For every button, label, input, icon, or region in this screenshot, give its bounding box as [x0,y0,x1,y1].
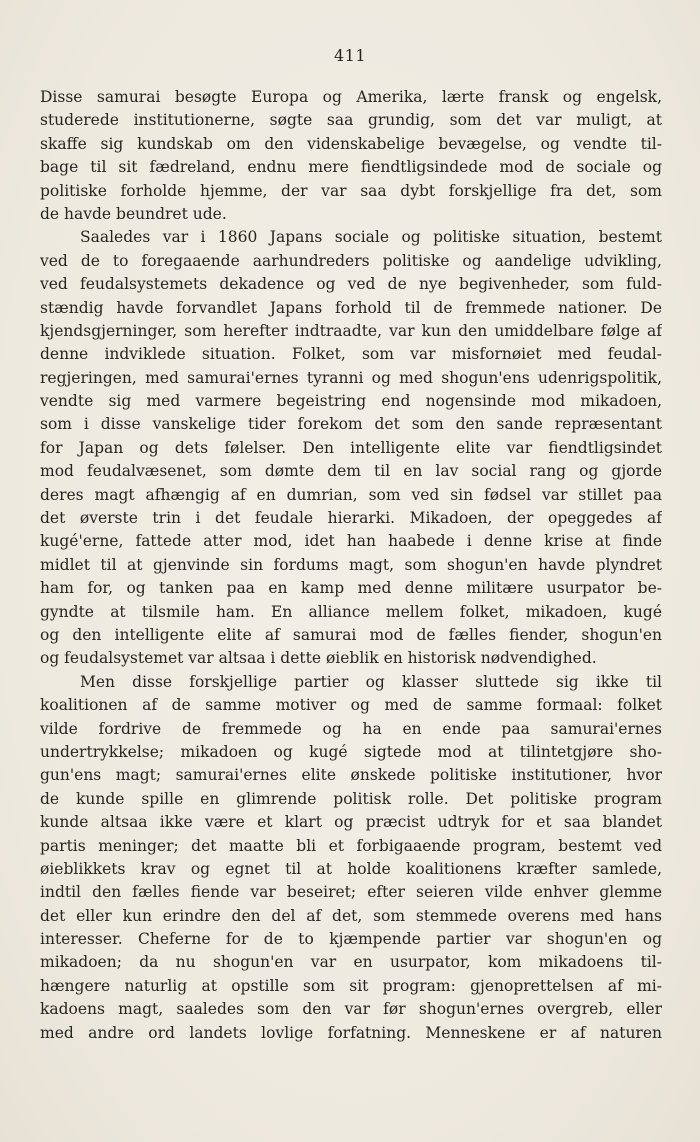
text-line: ham for, og tanken paa en kamp med denne militære usurpator be- [40,579,662,598]
text-line: partis meninger; det maatte bli et forbigaaende program, bestemt ved [40,836,662,855]
text-line: ved feudalsystemets dekadence og ved de nye begivenheder, som fuld- [40,275,662,294]
text-line: mikadoen; da nu shogun'en var en usurpator, kom mikadoens til- [40,953,662,972]
text-line: Disse samurai besøgte Europa og Amerika, lærte fransk og engelsk, [40,88,662,106]
text-line: gyndte at tilsmile ham. En alliance mellem folket, mikadoen, kugé [40,602,662,621]
text-line: vendte sig med varmere begeistring end nogensinde mod mikadoen, [40,392,662,411]
text-line: regjeringen, med samurai'ernes tyranni og med shogun'ens udenrigspolitik, [40,368,662,387]
text-line: stændig havde forvandlet Japans forhold til de fremmede nationer. De [40,298,662,317]
text-line: kunde altsaa ikke være et klart og præcist udtryk for et saa blandet [40,813,662,832]
page-number: 411 [333,46,367,65]
text-line: kadoens magt, saaledes som den var før shogun'ernes overgreb, eller [40,1000,662,1019]
text-line: deres magt afhængig af en dumrian, som ved sin fødsel var stillet paa [40,485,662,504]
text-line: studerede institutionerne, søgte saa grundig, som det var muligt, at [40,111,662,130]
text-line: kjendsgjerninger, som herefter indtraadte, var kun den umiddelbare følge af [40,321,662,340]
text-line: midlet til at gjenvinde sin fordums magt, som shogun'en havde plyndret [40,555,662,574]
text-line: de kunde spille en glimrende politisk rolle. Det politiske program [40,789,662,808]
body-text [40,86,662,1045]
text-line: ved de to foregaaende aarhundreders politiske og aandelige udvikling, [40,251,662,270]
text-line: og den intelligente elite af samurai mod de fælles fiender, shogun'en [40,625,662,644]
text-line: bage til sit fædreland, endnu mere fiendtligsindede mod de sociale og [40,158,662,177]
text-line: undertrykkelse; mikadoen og kugé sigtede mod at tilintetgjøre sho- [40,742,662,761]
text-line: Men disse forskjellige partier og klasser sluttede sig ikke til [80,672,662,691]
text-line: denne indviklede situation. Folket, som var misfornøiet med feudal- [40,345,662,364]
text-line: skaffe sig kundskab om den videnskabelige bevægelse, og vendte til- [40,134,662,153]
text-line: øieblikkets krav og egnet til at holde koalitionens kræfter samlede, [40,859,662,878]
text-line: det øverste trin i det feudale hierarki. Mikadoen, der opeggedes af [40,509,662,528]
text-line: gun'ens magt; samurai'ernes elite ønskede politiske institutioner, hvor [40,766,662,785]
text-line: med andre ord landets lovlige forfatning. Menneskene er af naturen [40,1023,662,1042]
text-line: vilde fordrive de fremmede og ha en ende paa samurai'ernes [40,719,662,738]
text-line: det eller kun erindre den del af det, som stemmede overens med hans [40,906,662,925]
text-line: hængere naturlig at opstille som sit program: gjenoprettelsen af mi- [40,976,662,995]
text-line: mod feudalvæsenet, som dømte dem til en lav social rang og gjorde [40,462,662,481]
text-line: som i disse vanskelige tider forekom det som den sande repræsentant [40,415,662,434]
text-line: koalitionen af de samme motiver og med de samme formaal: folket [40,696,662,715]
text-line: politiske forholde hjemme, der var saa dybt forskjellige fra det, som [40,181,662,200]
text-line: kugé'erne, fattede atter mod, idet han haabede i denne krise at finde [40,532,662,551]
text-line: de havde beundret ude. [40,204,227,223]
text-line: interesser. Cheferne for de to kjæmpende partier var shogun'en og [40,930,662,949]
text-line: Saaledes var i 1860 Japans sociale og politiske situation, bestemt [80,228,662,247]
text-line: for Japan og dets følelser. Den intelligente elite var fiendtligsindet [40,438,662,457]
text-line: indtil den fælles fiende var beseiret; efter seieren vilde enhver glemme [40,883,662,902]
text-line: og feudalsystemet var altsaa i dette øieblik en historisk nødvendighed. [40,649,597,668]
